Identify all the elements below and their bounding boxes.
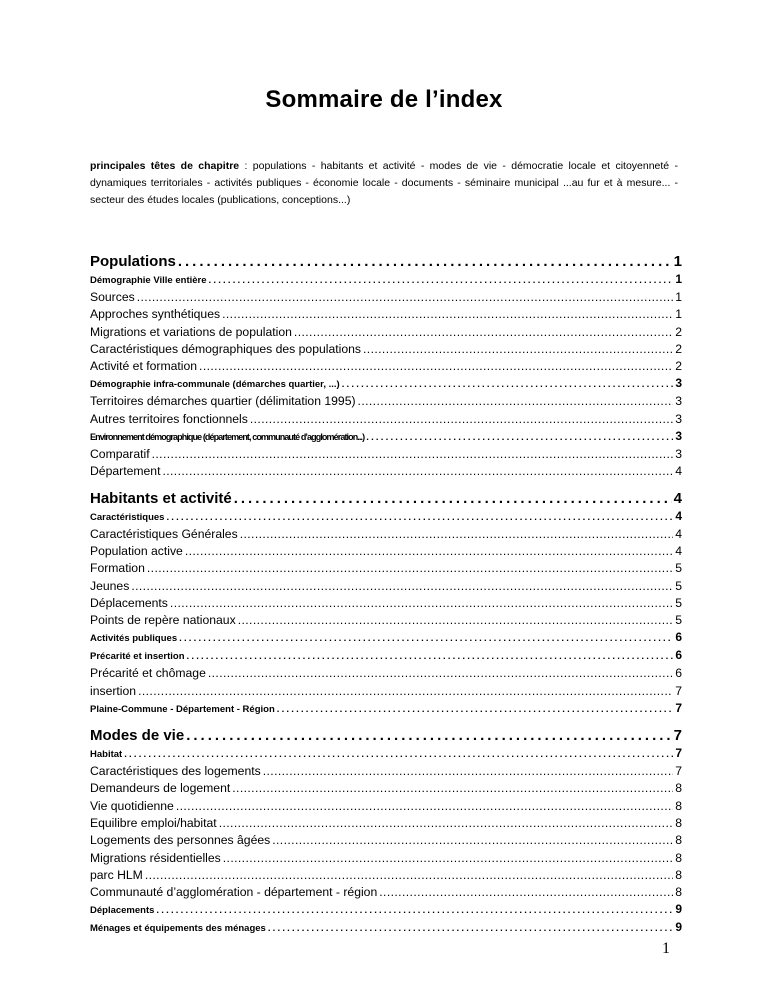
toc-entry-label: Demandeurs de logement xyxy=(90,781,231,796)
toc-dot-leader xyxy=(199,359,673,373)
toc-entry-page: 8 xyxy=(675,781,682,796)
table-of-contents xyxy=(90,245,682,938)
toc-entry-page: 4 xyxy=(675,526,682,541)
toc-dot-leader xyxy=(268,923,674,934)
toc-entry-page: 9 xyxy=(675,920,682,935)
toc-dot-leader xyxy=(209,275,674,286)
toc-entry[interactable] xyxy=(90,561,682,578)
toc-entry-label: Démographie Ville entière xyxy=(90,275,207,286)
toc-entry-page: 8 xyxy=(675,885,682,900)
toc-entry-page: 1 xyxy=(675,307,682,322)
toc-entry-page: 6 xyxy=(675,666,682,681)
toc-entry-label: Démographie infra-communale (démarches quartier, ...) xyxy=(90,379,340,391)
toc-entry-label: Plaine-Commune - Département - Région xyxy=(90,704,275,716)
toc-entry[interactable] xyxy=(90,307,682,324)
toc-entry-label: Migrations et variations de population xyxy=(90,324,292,339)
toc-entry-page: 8 xyxy=(675,833,682,848)
toc-entry-label: Habitat xyxy=(90,749,123,761)
toc-entry[interactable] xyxy=(90,868,682,885)
toc-entry-page: 2 xyxy=(675,359,682,374)
page-number: 1 xyxy=(662,940,670,957)
toc-entry-label: Jeunes xyxy=(90,578,130,593)
intro-text: : populations - habitants et activité - modes de vie - démocratie locale et citoyenneté - dynamiques territoriales - activités publiques - économie locale - documents - séminaire municipal ...au fur et à mesure... - secteur des études locales (publications, conceptions...) xyxy=(90,160,679,206)
toc-entry-label: Précarité et chômage xyxy=(90,666,206,681)
toc-entry-page: 6 xyxy=(675,630,682,645)
toc-dot-leader xyxy=(166,512,673,523)
toc-dot-leader xyxy=(162,464,673,478)
toc-entry-label: insertion xyxy=(90,683,137,698)
toc-dot-leader xyxy=(185,544,673,558)
toc-entry-label: Populations xyxy=(90,253,176,270)
toc-entry-page: 7 xyxy=(675,701,682,716)
toc-entry-label: Communauté d’agglomération - département - région xyxy=(90,885,378,900)
toc-dot-leader xyxy=(147,561,673,575)
toc-dot-leader xyxy=(272,833,673,847)
toc-entry-label: Autres territoires fonctionnels xyxy=(90,411,248,426)
toc-dot-leader xyxy=(145,868,673,882)
toc-entry-page: 3 xyxy=(675,447,682,462)
toc-entry[interactable] xyxy=(90,719,682,746)
toc-entry[interactable] xyxy=(90,447,682,464)
toc-entry-page: 4 xyxy=(675,464,682,479)
toc-entry-page: 2 xyxy=(675,324,682,339)
toc-entry-label: Activité et formation xyxy=(90,359,198,374)
toc-entry[interactable] xyxy=(90,799,682,816)
toc-entry-label: Caractéristiques démographiques des populations xyxy=(90,341,361,356)
toc-dot-leader xyxy=(176,799,673,813)
toc-dot-leader xyxy=(277,704,674,715)
toc-entry[interactable] xyxy=(90,394,682,411)
toc-entry[interactable] xyxy=(90,648,682,666)
toc-dot-leader xyxy=(358,394,674,408)
toc-entry-label: Caractéristiques des logements xyxy=(90,764,261,779)
toc-entry[interactable] xyxy=(90,613,682,630)
toc-entry-page: 4 xyxy=(673,489,682,507)
toc-dot-leader xyxy=(208,666,673,680)
toc-entry-label: Ménages et équipements des ménages xyxy=(90,923,266,935)
intro-bold-label: principales têtes de chapitre xyxy=(90,160,240,172)
toc-entry-page: 7 xyxy=(675,683,682,698)
toc-entry-label: Habitants et activité xyxy=(90,489,232,507)
toc-dot-leader xyxy=(263,764,674,778)
toc-dot-leader xyxy=(156,905,673,916)
toc-entry[interactable] xyxy=(90,764,682,781)
toc-entry-page: 5 xyxy=(675,595,682,610)
toc-entry[interactable] xyxy=(90,412,682,429)
toc-entry-page: 3 xyxy=(675,411,682,426)
toc-dot-leader xyxy=(124,749,673,760)
toc-dot-leader xyxy=(342,379,674,390)
toc-entry-label: Approches synthétiques xyxy=(90,307,221,322)
toc-dot-leader xyxy=(379,885,673,899)
toc-dot-leader xyxy=(222,307,673,321)
toc-entry-label: Précarité et insertion xyxy=(90,651,185,663)
toc-dot-leader xyxy=(294,325,673,339)
toc-dot-leader xyxy=(223,851,673,865)
toc-entry[interactable] xyxy=(90,359,682,376)
toc-entry[interactable] xyxy=(90,684,682,701)
toc-dot-leader xyxy=(152,447,674,461)
toc-entry-label: parc HLM xyxy=(90,867,143,882)
toc-entry[interactable] xyxy=(90,579,682,596)
toc-entry-page: 8 xyxy=(675,815,682,830)
toc-entry[interactable] xyxy=(90,630,682,648)
toc-entry[interactable] xyxy=(90,666,682,683)
toc-entry-page: 8 xyxy=(675,798,682,813)
toc-entry[interactable] xyxy=(90,885,682,902)
toc-entry[interactable] xyxy=(90,920,682,938)
toc-entry[interactable] xyxy=(90,342,682,359)
toc-entry-page: 1 xyxy=(675,290,682,304)
toc-dot-leader xyxy=(238,613,674,627)
toc-entry-page: 8 xyxy=(675,850,682,865)
toc-entry-label: Environnement démographique (département, communauté d’agglomération...) xyxy=(90,432,365,443)
toc-entry[interactable] xyxy=(90,596,682,613)
toc-dot-leader xyxy=(187,651,674,662)
toc-entry[interactable] xyxy=(90,781,682,798)
toc-entry-page: 3 xyxy=(675,394,682,409)
toc-entry-page: 7 xyxy=(673,727,682,745)
toc-dot-leader xyxy=(179,633,673,644)
toc-entry-page: 8 xyxy=(675,867,682,882)
toc-entry-label: Comparatif xyxy=(90,447,150,462)
toc-dot-leader xyxy=(219,816,674,830)
toc-entry[interactable] xyxy=(90,851,682,868)
toc-entry[interactable] xyxy=(90,325,682,342)
toc-entry-label: Sources xyxy=(90,290,135,304)
toc-entry-page: 3 xyxy=(675,376,682,391)
toc-entry-label: Département xyxy=(90,464,161,479)
toc-dot-leader xyxy=(232,781,673,795)
toc-entry-page: 5 xyxy=(675,613,682,628)
toc-entry-page: 7 xyxy=(675,764,682,779)
toc-entry[interactable] xyxy=(90,746,682,764)
toc-dot-leader xyxy=(366,432,673,443)
toc-entry[interactable] xyxy=(90,816,682,833)
toc-entry[interactable] xyxy=(90,544,682,561)
toc-entry-page: 5 xyxy=(675,578,682,593)
toc-entry-label: Equilibre emploi/habitat xyxy=(90,815,217,830)
toc-entry[interactable] xyxy=(90,701,682,719)
toc-entry-label: Logements des personnes âgées xyxy=(90,833,271,848)
toc-entry-page: 4 xyxy=(675,508,682,523)
toc-entry-label: Modes de vie xyxy=(90,727,185,745)
toc-dot-leader xyxy=(137,290,674,304)
toc-entry-page: 2 xyxy=(675,341,682,356)
toc-entry-page: 1 xyxy=(675,272,682,286)
toc-entry[interactable] xyxy=(90,902,682,920)
toc-entry-page: 3 xyxy=(675,429,682,444)
toc-dot-leader xyxy=(131,579,673,593)
toc-entry-label: Déplacements xyxy=(90,905,155,917)
toc-dot-leader xyxy=(250,412,673,426)
toc-entry-label: Territoires démarches quartier (délimitation 1995) xyxy=(90,394,356,409)
toc-entry[interactable] xyxy=(90,290,682,307)
toc-entry[interactable] xyxy=(90,509,682,527)
toc-entry[interactable] xyxy=(90,272,682,290)
toc-dot-leader xyxy=(363,342,673,356)
toc-entry-label: Points de repère nationaux xyxy=(90,613,236,628)
toc-dot-leader xyxy=(234,490,672,507)
toc-entry[interactable] xyxy=(90,833,682,850)
toc-entry-label: Population active xyxy=(90,543,183,558)
toc-dot-leader xyxy=(170,596,673,610)
toc-dot-leader xyxy=(178,253,672,270)
toc-dot-leader xyxy=(186,727,671,744)
toc-entry-label: Migrations résidentielles xyxy=(90,850,221,865)
toc-entry-label: Caractéristiques xyxy=(90,511,165,523)
toc-entry-page: 1 xyxy=(673,253,682,270)
intro-paragraph xyxy=(90,158,678,209)
toc-entry[interactable] xyxy=(90,429,682,447)
toc-dot-leader xyxy=(240,527,674,541)
toc-entry-page: 5 xyxy=(675,561,682,576)
toc-entry-label: Déplacements xyxy=(90,595,168,610)
toc-entry-label: Caractéristiques Générales xyxy=(90,526,238,541)
toc-entry-page: 4 xyxy=(675,543,682,558)
toc-entry-label: Activités publiques xyxy=(90,633,178,645)
toc-entry-page: 9 xyxy=(675,902,682,917)
toc-entry-page: 6 xyxy=(675,648,682,663)
toc-entry[interactable] xyxy=(90,245,682,272)
toc-entry[interactable] xyxy=(90,527,682,544)
toc-entry-page: 7 xyxy=(675,746,682,761)
toc-entry[interactable] xyxy=(90,464,682,481)
toc-entry-label: Vie quotidienne xyxy=(90,798,174,813)
page-title: Sommaire de l’index xyxy=(265,86,503,113)
toc-dot-leader xyxy=(138,684,673,698)
toc-entry-label: Formation xyxy=(90,561,145,576)
toc-entry[interactable] xyxy=(90,482,682,509)
toc-entry[interactable] xyxy=(90,376,682,394)
